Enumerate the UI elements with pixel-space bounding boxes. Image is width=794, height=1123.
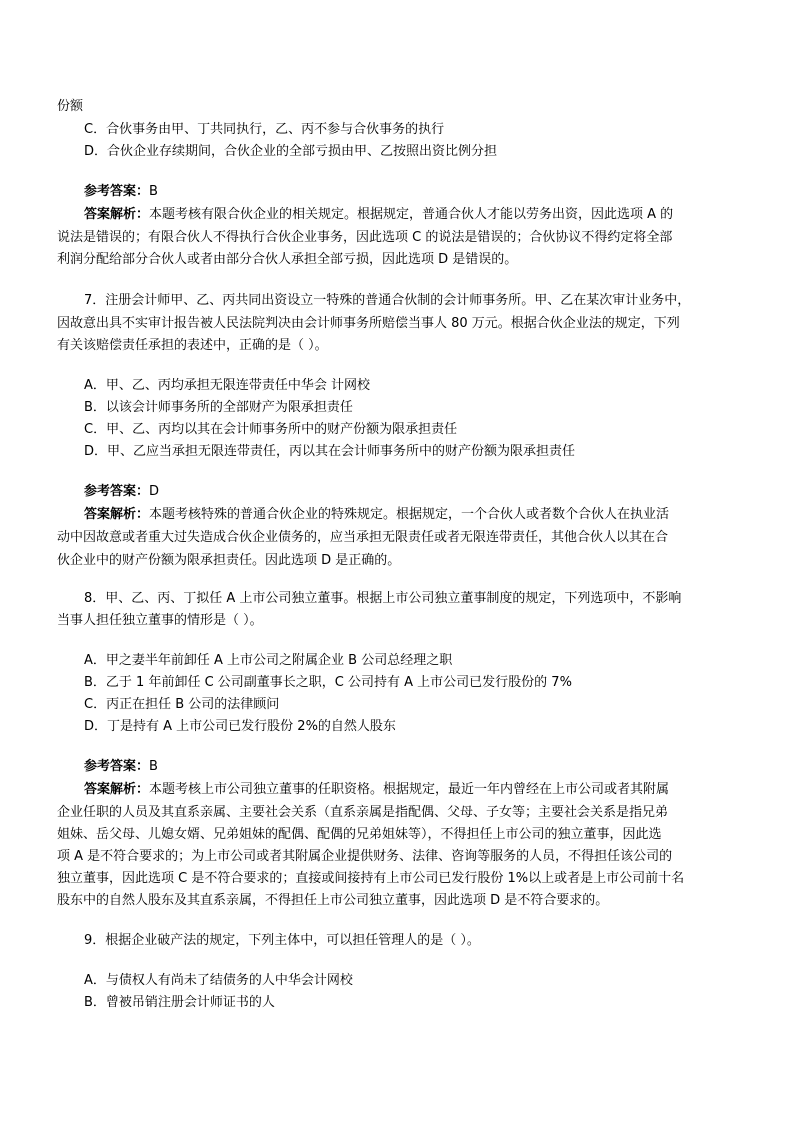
question-stem: 因故意出具不实审计报告被人民法院判决由会计师事务所赔偿当事人 80 万元。根据合伙企业法的规定，下列 (57, 316, 680, 331)
continued-text: 份额 (57, 99, 84, 114)
option-c: C．合伙事务由甲、丁共同执行，乙、丙不参与合伙事务的执行 (84, 122, 445, 137)
option-c: C．甲、乙、丙均以其在会计师事务所中的财产份额为限承担责任 (84, 422, 458, 437)
answer-line (84, 181, 747, 203)
answer-label: 参考答案： (84, 184, 150, 199)
analysis-line (84, 204, 747, 226)
option-d: D．丁是持有 A 上市公司已发行股份 2%的自然人股东 (84, 719, 396, 734)
analysis-text: 利润分配给部分合伙人或者由部分合伙人承担全部亏损，因此选项 D 是错误的。 (57, 252, 518, 267)
analysis-text: 本题考核上市公司独立董事的任职资格。根据规定，最近一年内曾经在上市公司或者其附属 (149, 782, 670, 797)
question-stem: 有关该赔偿责任承担的表述中，正确的是（ ）。 (57, 338, 328, 353)
analysis-text: 说法是错误的；有限合伙人不得执行合伙企业事务，因此选项 C 的说法是错误的；合伙协议不得约定将全部 (57, 230, 673, 245)
analysis-text: 独立董事，因此选项 C 是不符合要求的；直接或间接持有上市公司已发行股份 1%以上或者是上市公司前十名 (57, 871, 685, 886)
answer-value: B (149, 184, 158, 199)
analysis-line (84, 779, 747, 801)
analysis-text: 本题考核有限合伙企业的相关规定。根据规定，普通合伙人才能以劳务出资，因此选项 A 的 (149, 207, 674, 222)
analysis-text: 股东中的自然人股东及其直系亲属，不得担任上市公司独立董事，因此选项 D 是不符合要求的。 (57, 893, 609, 908)
option-c: C．丙正在担任 B 公司的法律顾问 (84, 697, 280, 712)
answer-label: 参考答案： (84, 484, 150, 499)
option-a: A．与债权人有尚未了结债务的人中华会计网校 (84, 973, 353, 988)
analysis-text: 姐妹、岳父母、儿媳女婿、兄弟姐妹的配偶、配偶的兄弟姐妹等），不得担任上市公司的独立董事，因此选 (57, 827, 662, 842)
analysis-text: 动中因故意或者重大过失造成合伙企业债务的，应当承担无限责任或者无限连带责任，其他合伙人以其在合 (57, 530, 669, 545)
question-stem: 当事人担任独立董事的情形是（ ）。 (57, 613, 263, 628)
answer-line (84, 481, 747, 503)
option-a: A．甲、乙、丙均承担无限连带责任中华会 计网校 (84, 378, 371, 393)
analysis-line (84, 504, 747, 526)
question-stem: 7．注册会计师甲、乙、丙共同出资设立一特殊的普通合伙制的会计师事务所。甲、乙在某次审计业务中， (84, 293, 691, 308)
analysis-label: 答案解析： (84, 207, 150, 222)
option-a: A．甲之妻半年前卸任 A 上市公司之附属企业 B 公司总经理之职 (84, 653, 453, 668)
analysis-text: 伙企业中的财产份额为限承担责任。因此选项 D 是正确的。 (57, 553, 401, 568)
option-b: B．乙于 1 年前卸任 C 公司副董事长之职，C 公司持有 A 上市公司已发行股份的 7% (84, 675, 572, 690)
analysis-label: 答案解析： (84, 782, 150, 797)
option-b: B．以该会计师事务所的全部财产为限承担责任 (84, 400, 353, 415)
question-stem: 9．根据企业破产法的规定，下列主体中，可以担任管理人的是（ ）。 (84, 933, 480, 948)
analysis-label: 答案解析： (84, 507, 150, 522)
option-b: B．曾被吊销注册会计师证书的人 (84, 995, 275, 1010)
analysis-text: 项 A 是不符合要求的；为上市公司或者其附属企业提供财务、法律、咨询等服务的人员，不得担任该公司的 (57, 849, 673, 864)
option-d: D．合伙企业存续期间，合伙企业的全部亏损由甲、乙按照出资比例分担 (84, 144, 498, 159)
analysis-text: 企业任职的人员及其直系亲属、主要社会关系（直系亲属是指配偶、父母、子女等；主要社会关系是指兄弟 (57, 805, 669, 820)
answer-line (84, 756, 747, 778)
answer-value: B (149, 759, 158, 774)
question-stem: 8．甲、乙、丙、丁拟任 A 上市公司独立董事。根据上市公司独立董事制度的规定，下列选项中，不影响 (84, 591, 682, 606)
answer-value: D (149, 484, 160, 499)
analysis-text: 本题考核特殊的普通合伙企业的特殊规定。根据规定，一个合伙人或者数个合伙人在执业活 (149, 507, 670, 522)
option-d: D．甲、乙应当承担无限连带责任，丙以其在会计师事务所中的财产份额为限承担责任 (84, 444, 576, 459)
answer-label: 参考答案： (84, 759, 150, 774)
